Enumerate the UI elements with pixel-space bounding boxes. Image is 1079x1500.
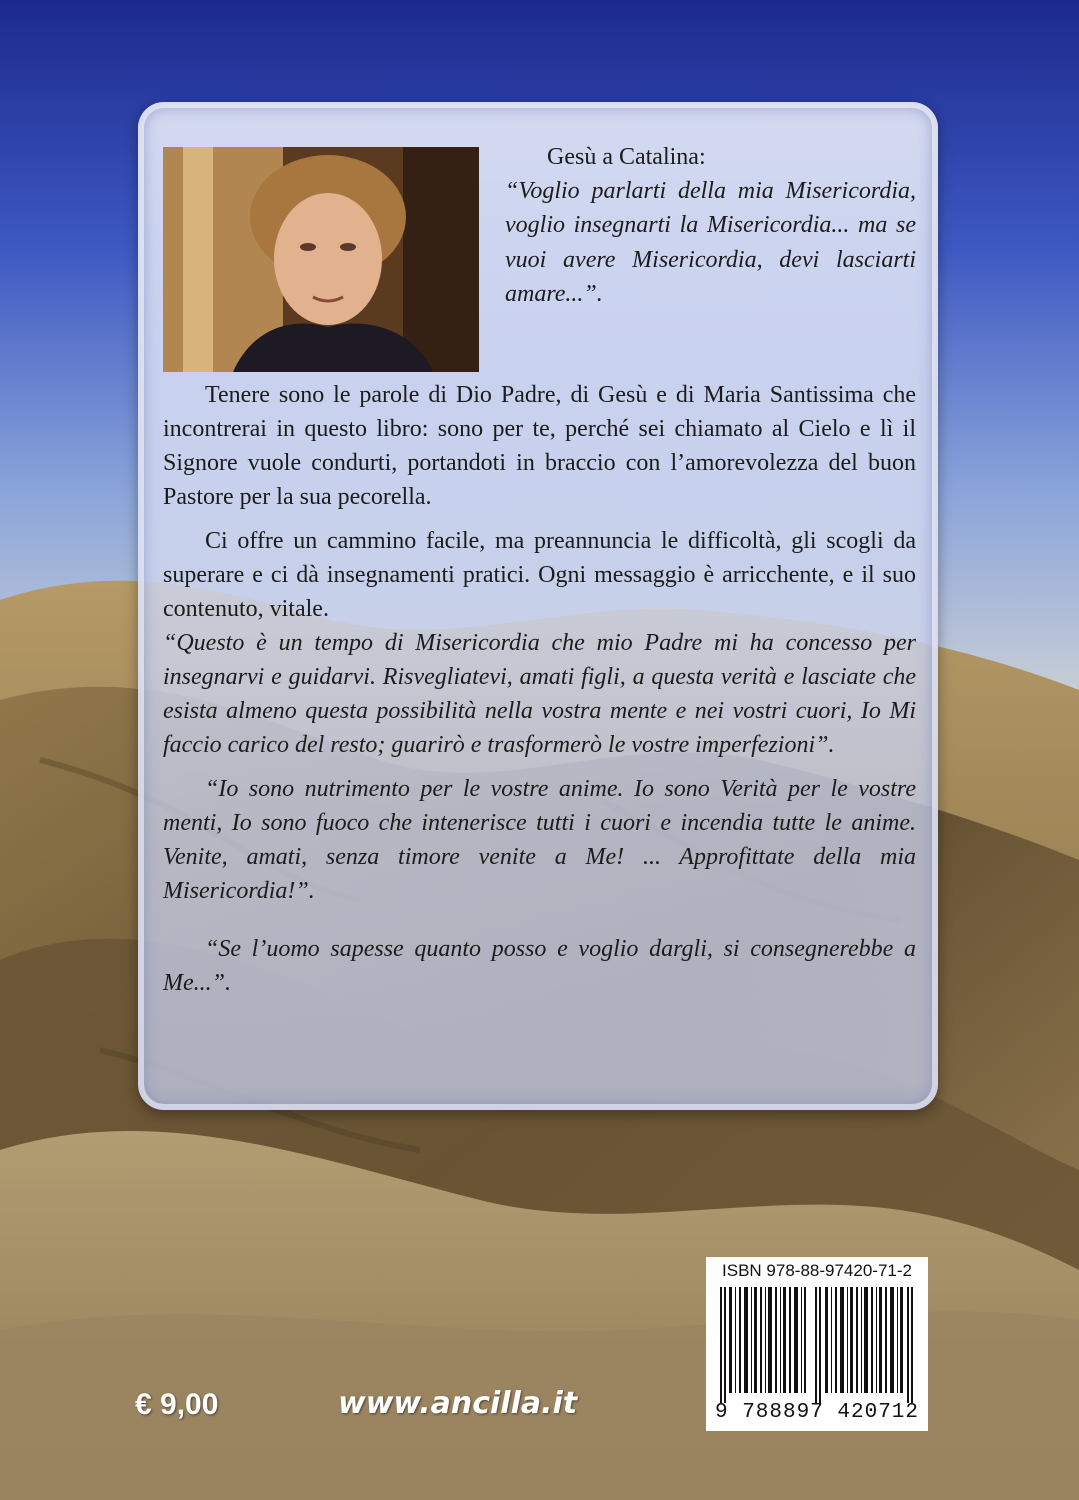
ean-number: 9 788897 420712 — [714, 1401, 920, 1424]
paragraph-1: Tenere sono le parole di Dio Padre, di Gesù e di Maria Santissima che incontrerai in questo libro: sono per te, perché sei chiamato al Cielo e lì il Signore vuole condurti, portandoti in braccio con l’amorevolezza del buon Pastore per la sua pecorella. — [163, 382, 916, 510]
barcode — [706, 1257, 928, 1431]
website-link[interactable]: www.ancilla.it — [338, 1386, 578, 1421]
body-text — [163, 378, 916, 1000]
intro-heading: Gesù a Catalina: — [547, 144, 706, 170]
portrait-photo-image — [163, 147, 479, 372]
paragraph-2: Ci offre un cammino facile, ma preannuncia le difficoltà, gli scogli da superare e ci dà insegnamenti pratici. Ogni messaggio è arricchente, e il suo contenuto, vitale. — [163, 528, 916, 622]
quote-1: “Questo è un tempo di Misericordia che mio Padre mi ha concesso per insegnarvi e guidarvi. Risvegliatevi, amati figli, a questa verità e lasciate che esista almeno questa possibilità nella vostra mente e nei vostri cuori, Io Mi faccio carico del resto; guarirò e trasformerò le vostre imperfezioni”. — [163, 630, 916, 758]
author-portrait — [163, 147, 479, 372]
quote-3: “Se l’uomo sapesse quanto posso e voglio dargli, si consegnerebbe a Me...”. — [163, 936, 916, 996]
isbn-label: ISBN 978-88-97420-71-2 — [722, 1261, 912, 1280]
intro-quote: “Voglio parlarti della mia Misericordia, voglio insegnarti la Misericordia... ma se vuoi avere Misericordia, devi lasciarti amare...”. — [505, 178, 916, 307]
price-label: € 9,00 — [135, 1388, 219, 1421]
quote-2: “Io sono nutrimento per le vostre anime. Io sono Verità per le vostre menti, Io sono fuoco che intenerisce tutti i cuori e incendia tutte le anime. Venite, amati, senza timore venite a Me! ... Approfittate della mia Misericordia!”. — [163, 776, 916, 904]
intro-block — [505, 140, 916, 311]
barcode-bars — [716, 1287, 922, 1403]
